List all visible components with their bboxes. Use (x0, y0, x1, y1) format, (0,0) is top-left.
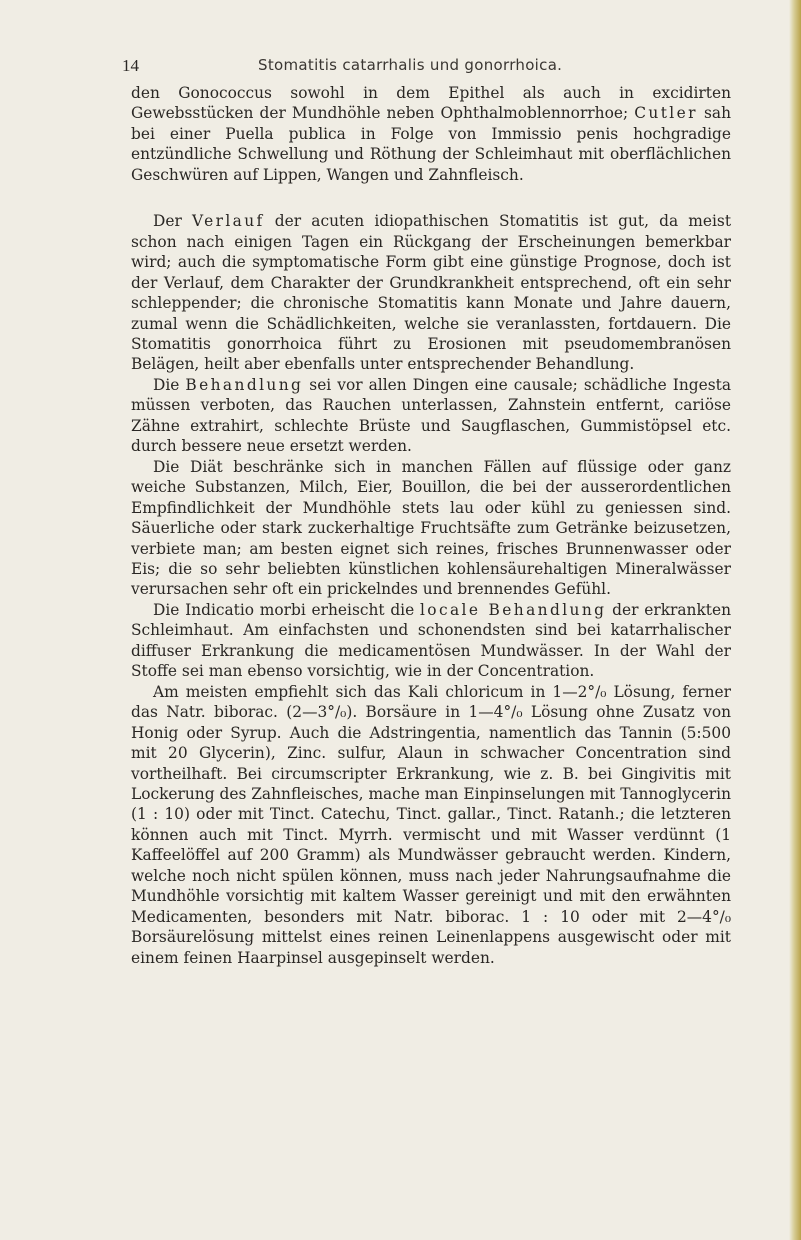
page-number: 14 (122, 56, 139, 75)
page-header (122, 56, 722, 80)
paragraph-medicamente: Am meisten empfiehlt sich das Kali chloricum in 1—2°/₀ Lösung, ferner das Natr. biborac. (2—3°/₀). Borsäure in 1—4°/₀ Lösung ohne Zusatz von Honig oder Syrup. Auch die Adstringentia, namentlich das Tannin (5:500 mit 20 Glycerin), Zinc. sulfur, Alaun in schwacher Concentration sind vortheilhaft. Bei circumscripter Erkrankung, wie z. B. bei Gingivitis mit Lockerung des Zahnfleisches, mache man Einpinselungen mit Tannoglycerin (1 : 10) oder mit Tinct. Catechu, Tinct. gallar., Tinct. Ratanh.; die letzteren können auch mit Tinct. Myrrh. vermischt und mit Wasser verdünnt (1 Kaffeelöffel auf 200 Gramm) als Mundwässer gebraucht werden. Kindern, welche noch nicht spülen können, muss nach jeder Nahrungsaufnahme die Mundhöhle vorsichtig mit kaltem Wasser gereinigt und mit den erwähnten Medicamenten, besonders mit Natr. biborac. 1 : 10 oder mit 2—4°/₀ Borsäurelösung mittelst eines reinen Leinenlappens ausgewischt oder mit einem feinen Haarpinsel ausgepinselt werden. (131, 682, 731, 967)
paragraph-gonococcus: den Gonococcus sowohl in dem Epithel als auch in excidirten Gewebsstücken der Mundhöhle neben Ophthalmoblennorrhoe; Cutler sah bei einer Puella publica in Folge von Immissio penis hochgradige entzündliche Schwellung und Röthung der Schleimhaut mit oberflächlichen Geschwüren auf Lippen, Wangen und Zahnfleisch. (131, 84, 731, 184)
paragraph-locale-behandlung: Die Indicatio morbi erheischt die locale Behandlung der erkrankten Schleimhaut. Am einfachsten und schonendsten sind bei katarrhalischer diffuser Erkrankung die medicamentösen Mundwässer. In der Wahl der Stoffe sei man ebenso vorsichtig, wie in der Concentration. (131, 600, 731, 681)
term-verlauf: Verlauf (191, 212, 265, 231)
author-name-cutler: Cutler (634, 104, 698, 123)
page-edge-shadow (789, 0, 801, 1240)
term-locale-behandlung: locale Behandlung (419, 600, 607, 619)
term-behandlung: Behandlung (185, 375, 304, 394)
paragraph-diaet: Die Diät beschränke sich in manchen Fällen auf flüssige oder ganz weiche Substanzen, Milch, Eier, Bouillon, die bei der ausserordentlichen Empfindlichkeit der Mundhöhle stets lau oder kühl zu geniessen sind. Säuerliche oder stark zuckerhaltige Fruchtsäfte zum Getränke beizusetzen, verbiete man; am besten eignet sich reines, frisches Brunnenwasser oder Eis; die so sehr beliebten künstlichen kohlensäurehaltigen Mineralwässer verursachen sehr oft ein prickelndes und brennendes Gefühl. (131, 457, 731, 599)
paragraph-behandlung: Die Behandlung sei vor allen Dingen eine causale; schädliche Ingesta müssen verboten, das Rauchen unterlassen, Zahnstein entfernt, cariöse Zähne extrahirt, schlechte Brüste und Saugflaschen, Gummistöpsel etc. durch bessere neue ersetzt werden. (131, 375, 731, 456)
body-text (131, 83, 731, 968)
paragraph-verlauf: Der Verlauf der acuten idiopathischen Stomatitis ist gut, da meist schon nach einigen Tagen ein Rückgang der Erscheinungen bemerkbar wird; auch die symptomatische Form gibt eine günstige Prognose, doch ist der Verlauf, dem Charakter der Grundkrankheit entsprechend, oft ein sehr schleppender; die chronische Stomatitis kann Monate und Jahre dauern, zumal wenn die Schädlichkeiten, welche sie veranlassten, fortdauern. Die Stomatitis gonorrhoica führt zu Erosionen mit pseudomembranösen Belägen, heilt aber ebenfalls unter entsprechender Behandlung. (131, 212, 731, 374)
running-title: Stomatitis catarrhalis und gonorrhoica. (258, 56, 563, 74)
